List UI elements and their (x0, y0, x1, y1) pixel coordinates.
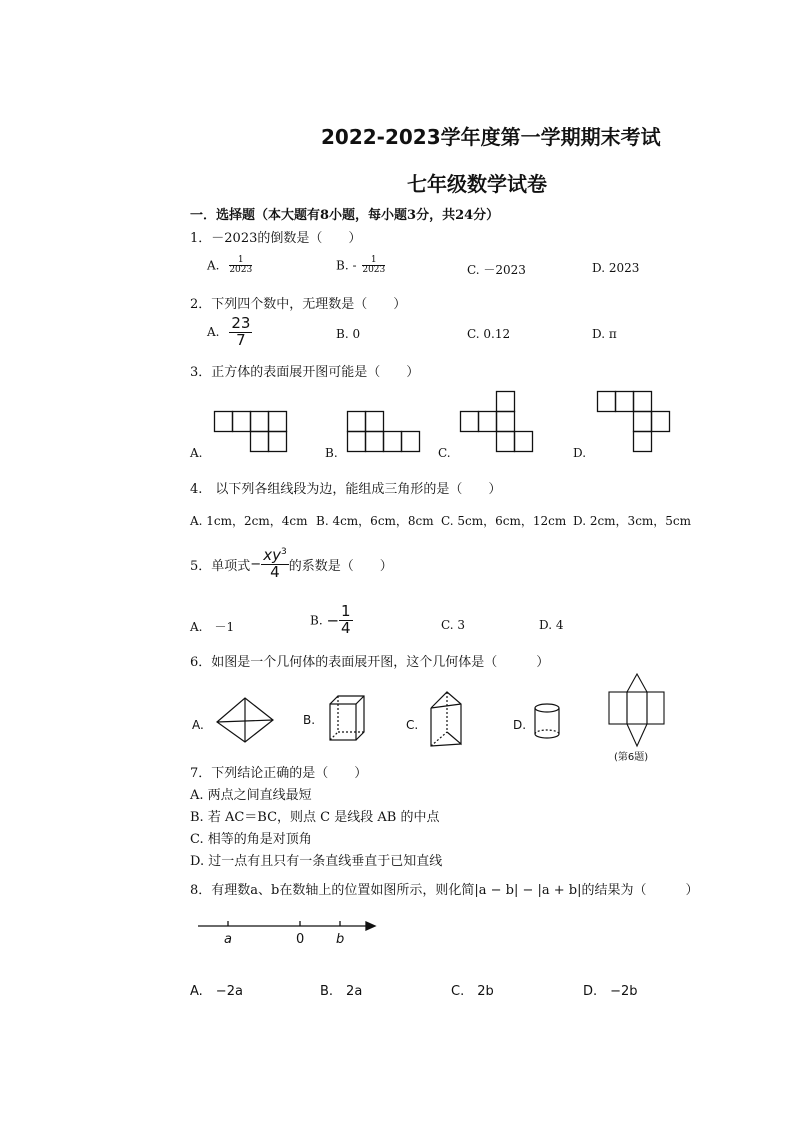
q3-net-b (347, 411, 422, 453)
q5-b-numerator: 1 (341, 602, 351, 620)
q5-b-minus: − (326, 611, 340, 630)
q5-b-label: B. (310, 613, 323, 628)
q4-option-d: D. 2cm，3cm，5cm (573, 514, 692, 528)
q7-option-d: D. 过一点有且只有一条直线垂直于已知直线 (190, 854, 443, 869)
q4-option-c: C. 5cm，6cm，12cm (441, 514, 567, 528)
q3-net-a (214, 411, 289, 453)
q6-option-c-label: C. (406, 718, 419, 732)
q3-option-a-label: A. (190, 446, 203, 460)
q8-stem: 8．有理数a、b在数轴上的位置如图所示，则化简|a − b| − |a + b|的结果为（ ） (190, 883, 699, 898)
q5-option-c: C. 3 (441, 618, 466, 632)
q1-b-numerator: 1 (362, 256, 385, 266)
q8-option-b: B. 2a (320, 984, 363, 999)
q5-stem-pre: 5．单项式 (190, 558, 251, 574)
q1-option-c: C. －2023 (467, 263, 526, 277)
q4-option-a: A. 1cm，2cm，4cm (190, 514, 308, 528)
exam-subtitle: 七年级数学试卷 (407, 172, 547, 196)
q2-option-d: D. π (592, 327, 617, 341)
q8-option-a: A. −2a (190, 984, 243, 999)
q6-net-figure (609, 672, 665, 750)
q8-axis-label-a: a (224, 932, 232, 947)
q3-option-b-label: B. (325, 446, 338, 460)
q1-option-b (336, 256, 385, 276)
q3-net-c (460, 391, 535, 453)
q2-option-c: C. 0.12 (467, 327, 511, 341)
q1-stem: 1．－2023的倒数是（ ） (190, 231, 362, 246)
q3-option-d-label: D. (573, 446, 587, 460)
q4-option-b: B. 4cm，6cm，8cm (316, 514, 434, 528)
q2-a-label: A. (207, 324, 220, 339)
q1-a-label: A. (207, 258, 220, 273)
q6-cube-figure (328, 694, 366, 742)
q2-option-a (207, 316, 252, 349)
q2-option-b: B. 0 (336, 327, 361, 341)
exam-title: 2022-2023学年度第一学期期末考试 (321, 125, 661, 149)
q7-option-b: B. 若 AC＝BC，则点 C 是线段 AB 的中点 (190, 810, 440, 825)
q6-option-b-label: B. (303, 713, 316, 727)
q1-a-denominator: 2023 (229, 265, 253, 276)
q2-a-numerator: 23 (231, 314, 251, 332)
q5-numerator: xy (263, 546, 281, 564)
q6-pyramid-figure (215, 696, 275, 744)
q3-option-c-label: C. (438, 446, 451, 460)
q5-denominator: 4 (270, 562, 280, 581)
q6-stem: 6．如图是一个几何体的表面展开图，这个几何体是（ ） (190, 655, 550, 670)
q6-option-d-label: D. (513, 718, 527, 732)
q5-stem (190, 548, 393, 581)
q2-stem: 2．下列四个数中，无理数是（ ） (190, 297, 407, 312)
q3-stem: 3．正方体的表面展开图可能是（ ） (190, 365, 420, 380)
q7-stem: 7．下列结论正确的是（ ） (190, 766, 368, 781)
q6-option-a-label: A. (192, 718, 204, 732)
q6-prism-figure (429, 690, 463, 748)
q4-stem: 4. 以下列各组线段为边，能组成三角形的是（ ） (190, 482, 502, 497)
q8-axis-label-zero: 0 (296, 932, 305, 947)
q8-option-d: D. −2b (583, 984, 638, 999)
q1-b-label: B. - (336, 258, 357, 273)
q2-a-denominator: 7 (236, 330, 246, 349)
q8-axis-label-b: b (336, 932, 345, 947)
q5-exponent: 3 (280, 547, 287, 557)
q7-option-c: C. 相等的角是对顶角 (190, 832, 312, 847)
q6-cylinder-figure (533, 702, 563, 742)
q3-net-d (597, 391, 672, 453)
q5-option-b (310, 604, 353, 637)
q1-option-a (207, 256, 252, 276)
q8-option-c: C. 2b (451, 984, 494, 999)
q5-option-a: A. －1 (190, 620, 235, 634)
section-heading: 一．选择题（本大题有8小题，每小题3分，共24分） (190, 208, 500, 223)
q6-caption: (第6题) (614, 752, 649, 763)
q5-b-denominator: 4 (341, 618, 351, 637)
q1-option-d: D. 2023 (592, 261, 640, 275)
q5-option-d: D. 4 (539, 618, 564, 632)
q7-option-a: A. 两点之间直线最短 (190, 788, 312, 803)
q1-a-numerator: 1 (229, 256, 252, 266)
q5-stem-post: 的系数是（ ） (288, 558, 393, 574)
q5-minus: − (250, 556, 262, 572)
q1-b-denominator: 2023 (362, 265, 386, 276)
